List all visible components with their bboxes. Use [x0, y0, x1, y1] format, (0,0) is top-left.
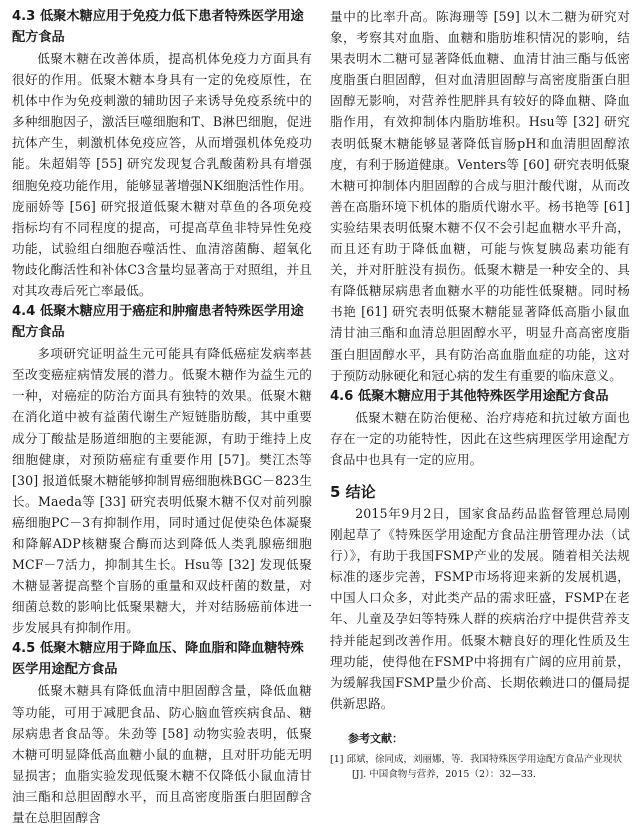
paragraph-4-3: 低聚木糖在改善体质，提高机体免疫力方面具有很好的作用。低聚木糖本身具有一定的免疫原性，在机体中作为免疫刺激的辅助因子来诱导免疫系统中的多种细胞因子，激活巨噬细胞和T、B淋巴细胞，促进抗体产生，刺激机体免疫应答，从而增强机体免疫功能。朱超娟等 [55] 研究发现复合乳酸菌粉具有增强细胞免疫功能作用，能够显著增强NK细胞活性作用。庞丽娇等 [56] 研究报道低聚木糖对草鱼的各项免疫指标均有不同程度的提高，可提高草鱼非特异性免疫功能，试验组白细胞吞噬活性、血清溶菌酶、超氧化物歧化酶活性和补体C3含量均显著高于对照组，并且对其攻毒后死亡率最低。 — [12, 51, 312, 299]
heading-4-6: 4.6 低聚木糖应用于其他特殊医学用途配方食品 — [330, 388, 609, 404]
heading-4-3: 4.3 低聚木糖应用于免疫力低下患者特殊医学用途配方食品 — [12, 9, 304, 45]
paragraph-4-6: 低聚木糖在防治便秘、治疗痔疮和抗过敏方面也存在一定的功能特性，因此在这些病理医学用途配方食品中也具有一定的应用。 — [330, 409, 630, 467]
paragraph-4-5-continued: 量中的比率升高。陈海珊等 [59] 以木二糖为研究对象，考察其对血脂、血糖和脂肪堆积情况的影响，结果表明木二糖可显著降低血糖、血清甘油三酯与低密度脂蛋白胆固醇，但对血清胆固醇与高密度脂蛋白胆固醇无影响，对营养性肥胖具有较好的降血糖、降血脂作用，有效抑制体内脂肪堆积。Hsu等 [32] 研究表明低聚木糖能够显著降低盲肠pH和血清胆固醇浓度，有利于肠道健康。Venters等 [60] 研究表明低聚木糖可抑制体内胆固醇的合成与胆汁酸代谢，从而改善在高脂环境下机体的脂质代谢水平。杨书艳等 [61] 实验结果表明低聚木糖不仅不会引起血糖水平升高，而且还有助于降低血糖，可能与恢复胰岛素功能有关，并对肝脏没有损伤。低聚木糖是一种安全的、具有降低糖尿病患者血糖水平的功能性低聚糖。同时杨书艳 [61] 研究表明低聚木糖能显著降低高脂小鼠血清甘油三酯和血清总胆固醇水平，明显升高高密度脂蛋白胆固醇水平，具有防治高血脂血症的功能，这对于预防动脉硬化和冠心病的发生有重要的临床意义。 — [330, 9, 630, 383]
heading-5-conclusion: 5 结论 — [330, 482, 376, 501]
paragraph-4-5: 低聚木糖具有降低血清中胆固醇含量，降低血糖等功能，可用于减肥食品、防心脑血管疾病食品、糖尿病患者食品等。朱劲等 [58] 动物实验表明，低聚木糖可明显降低高血糖小鼠的血糖，且对肝功能无明显损害；血脂实验发现低聚木糖不仅降低小鼠血清甘油三酯和总胆固醇水平，而且高密度脂蛋白胆固醇含量在总胆固醇含 — [12, 683, 312, 825]
heading-4-5: 4.5 低聚木糖应用于降血压、降血脂和降血糖特殊医学用途配方食品 — [12, 641, 304, 678]
heading-4-4: 4.4 低聚木糖应用于癌症和肿瘤患者特殊医学用途配方食品 — [12, 304, 304, 341]
paragraph-conclusion: 2015年9月2日，国家食品药品监督管理总局刚刚起草了《特殊医学用途配方食品注册管理办法（试行）》，有助于我国FSMP产业的发展。随着相关法规标准的逐步完善，FSMP市场将迎来新的发展机遇，中国人口众多，对此类产品的需求旺盛，FSMP在老年、儿童及孕妇等特殊人群的疾病治疗中提供营养支持并能起到改善作用。低聚木糖良好的理化性质及生理功能，使得他在FSMP中将拥有广阔的应用前景，为缓解我国FSMP量少价高、长期依赖进口的僵局提供新思路。 — [330, 505, 630, 711]
reference-item-1: [1] 邱斌，徐同成，刘丽娜，等．我国特殊医学用途配方食品产业现状 [J]. 中国食物与营养，2015（2）：32—33. — [330, 753, 622, 780]
references-title: 参考文献： — [348, 731, 403, 745]
right-column — [330, 6, 630, 782]
paragraph-4-4: 多项研究证明益生元可能具有降低癌症发病率甚至改变癌症病情发展的潜力。低聚木糖作为益生元的一种，对癌症的防治方面具有独特的效果。低聚木糖在消化道中被有益菌代谢生产短链脂肪酸，其中重要成分丁酸盐是肠道细胞的主要能源，有助于维持上皮细胞健康，对预防癌症有重要作用 [57]。樊江杰等 [30] 报道低聚木糖能够抑制胃癌细胞株BGC－823生长。Maeda等 [33] 研究表明低聚木糖不仅对前列腺癌细胞PC－3有抑制作用，同时通过促使染色体凝聚和降解ADP核糖聚合酶而达到降低人类乳腺癌细胞MCF－7活力，抑制其生长。Hsu等 [32] 发现低聚木糖显著提高整个盲肠的重量和双歧杆菌的数量，对细菌总数的影响比低聚果糖大，并对结肠癌前体进一步发展具有抑制作用。 — [12, 346, 312, 636]
left-column — [12, 6, 312, 828]
